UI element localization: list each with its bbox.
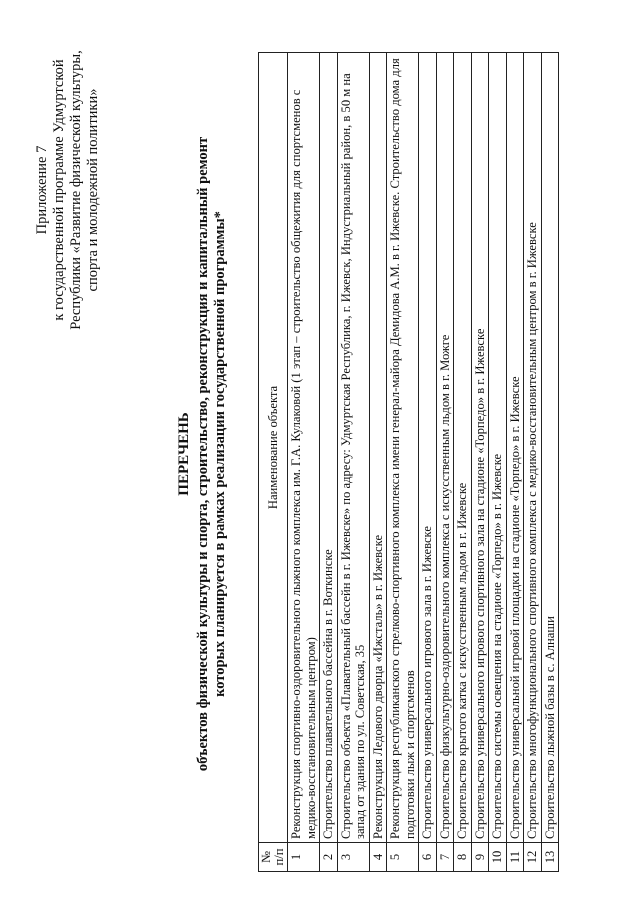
table-header-row [259,53,288,872]
object-name: Реконструкция спортивно-оздоровительного лыжного комплекса им. Г.А. Кулаковой (1 этап – строительство общежития для спортсменов с медико-восстановительным центром) [288,53,320,843]
object-name: Строительство многофункционального спортивного комплекса с медико-восстановительным центром в г. Ижевске [524,53,542,843]
appendix-program-line: спорта и молодежной политики» [85,88,101,292]
table-row [320,53,338,872]
rotated-landscape-content [26,30,616,878]
table-row [419,53,437,872]
row-number: 11 [506,843,524,872]
object-name: Строительство универсального игрового спортивного зала на стадионе «Торпедо» в г. Ижевске [471,53,489,843]
row-number: 12 [524,843,542,872]
appendix-number: Приложение 7 [34,145,50,235]
row-number: 10 [489,843,507,872]
appendix-program-line: к государственной программе Удмуртской [51,59,67,321]
objects-table [258,52,559,872]
row-number: 4 [369,843,387,872]
row-number: 13 [541,843,559,872]
document-subtitle: объектов физической культуры и спорта, строительство, реконструкция и капитальный ремонт [195,136,211,772]
document-title: ПЕРЕЧЕНЬ [176,412,192,496]
table-row [471,53,489,872]
row-number: 9 [471,843,489,872]
object-name: Строительство лыжной базы в с. Алнаши [541,53,559,843]
object-name: Реконструкция Ледового дворца «Ижсталь» в г. Ижевске [369,53,387,843]
object-name: Строительство системы освещения на стадионе «Торпедо» в г. Ижевске [489,53,507,843]
object-name: Реконструкция республиканского стрелково-спортивного комплекса имени генерал-майора Демидова А.М. в г. Ижевске. Строительство дома для подготовки лыж и спортсменов [387,53,419,843]
row-number: 8 [454,843,472,872]
object-name: Строительство крытого катка с искусственным льдом в г. Ижевске [454,53,472,843]
row-number: 7 [436,843,454,872]
column-header-name: Наименование объекта [259,53,288,843]
column-header-number [259,843,288,872]
table-row [454,53,472,872]
table-row [506,53,524,872]
row-number: 3 [337,843,369,872]
object-name: Строительство объекта «Плавательный бассейн в г. Ижевске» по адресу: Удмуртская Республика, г. Ижевск, Индустриальный район, в 50 м на запад от здания по ул. Советская, 35 [337,53,369,843]
table-row [369,53,387,872]
appendix-header [34,40,102,340]
row-number: 2 [320,843,338,872]
document-subtitle: которых планируется в рамках реализации государственной программы* [212,211,228,697]
row-number: 6 [419,843,437,872]
number-abbr: п/п [272,848,286,866]
number-sign: № [259,850,273,864]
appendix-program-line: Республики «Развитие физической культуры, [68,50,84,330]
table-row [337,53,369,872]
table-row [436,53,454,872]
table-row [288,53,320,872]
table-row [524,53,542,872]
table-row [387,53,419,872]
table-row [489,53,507,872]
document-heading [176,30,229,878]
object-name: Строительство плавательного бассейна в г. Воткинске [320,53,338,843]
row-number: 5 [387,843,419,872]
object-name: Строительство физкультурно-оздоровительного комплекса с искусственным льдом в г. Можге [436,53,454,843]
row-number: 1 [288,843,320,872]
object-name: Строительство универсального игрового зала в г. Ижевске [419,53,437,843]
table-row [541,53,559,872]
object-name: Строительство универсальной игровой площадки на стадионе «Торпедо» в г. Ижевске [506,53,524,843]
table-body [288,53,559,872]
